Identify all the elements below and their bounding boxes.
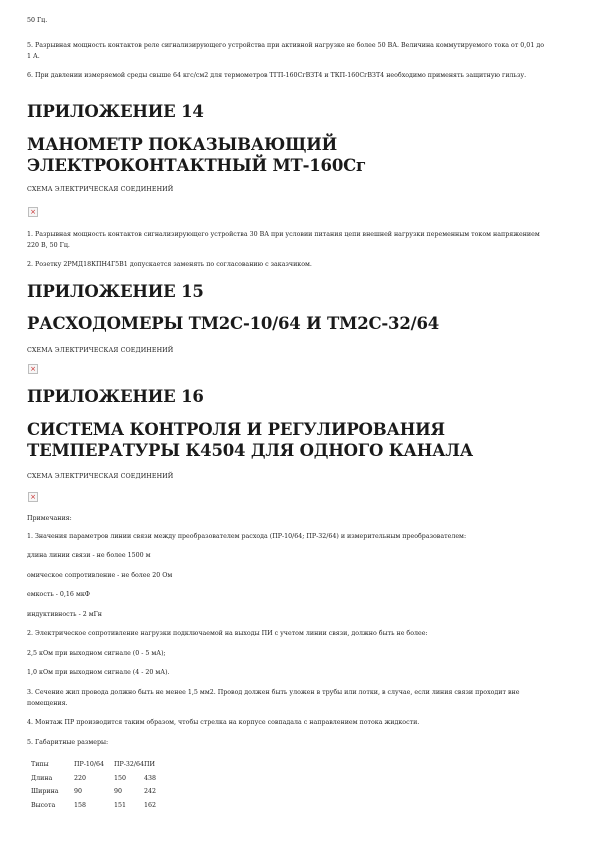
table-row [31, 772, 169, 786]
table-cell: 90 [74, 788, 83, 796]
table-header-cell: Типы [31, 761, 49, 768]
table-cell: 162 [144, 801, 157, 809]
table-header-cell: ПИ [144, 761, 155, 768]
table-header-cell: ПР-10/64 [74, 761, 105, 768]
appendix-14-heading: ПРИЛОЖЕНИЕ 14 [27, 102, 204, 121]
appendix-14-title: МАНОМЕТР ПОКАЗЫВАЮЩИЙ ЭЛЕКТРОКОНТАКТНЫЙ МТ-160Сг [27, 135, 366, 175]
dimensions-table [31, 758, 169, 812]
appendix-16-heading: ПРИЛОЖЕНИЕ 16 [27, 387, 204, 406]
table-cell: 158 [74, 801, 87, 809]
table-cell: Длина [31, 774, 53, 782]
appendix-16-title: СИСТЕМА КОНТРОЛЯ И РЕГУЛИРОВАНИЯ ТЕМПЕРАТУРЫ К4504 ДЛЯ ОДНОГО КАНАЛА [27, 420, 474, 460]
appendix-15-title: РАСХОДОМЕРЫ ТМ2С-10/64 И ТМ2С-32/64 [27, 314, 440, 333]
appendix-16-note-3: 3. Сечение жил провода должно быть не менее 1,5 мм2. Провод должен быть уложен в трубы или лотки, в случае, если линия связи проходит вне помещения. [27, 689, 520, 707]
text-frequency: 50 Гц. [27, 17, 48, 24]
table-cell: Ширина [31, 788, 59, 796]
table-cell: 150 [114, 774, 127, 782]
appendix-15-heading: ПРИЛОЖЕНИЕ 15 [27, 282, 204, 301]
appendix-14-note-2: 2. Розетку 2РМД18КПН4Г5В1 допускается заменять по согласованию с заказчиком. [27, 261, 312, 268]
table-cell: 242 [144, 788, 157, 796]
table-cell: 220 [74, 774, 87, 782]
appendix-16-caption: СХЕМА ЭЛЕКТРИЧЕСКАЯ СОЕДИНЕНИЙ [27, 473, 174, 480]
table-header-row [31, 758, 169, 772]
load-resistance-2: 1,0 кОм при выходном сигнале (4 - 20 мА). [27, 669, 170, 676]
broken-image-icon: × [28, 492, 38, 502]
table-cell: 438 [144, 774, 157, 782]
param-inductance: индуктивность - 2 мГн [27, 611, 102, 618]
table-header-cell: ПР-32/64 [114, 761, 145, 768]
table-cell: 151 [114, 801, 127, 809]
notes-label: Примечания: [27, 515, 72, 522]
broken-image-icon: × [28, 364, 38, 374]
table-cell: Высота [31, 801, 56, 809]
appendix-16-note-5: 5. Габаритные размеры: [27, 739, 109, 746]
appendix-16-note-1: 1. Значения параметров линии связи между преобразователем расхода (ПР-10/64; ПР-32/64) и измерительным преобразователем: [27, 533, 467, 540]
load-resistance-1: 2,5 кОм при выходном сигнале (0 - 5 мА); [27, 650, 166, 657]
note-6-pressure: 6. При давлении измеряемой среды свыше 64 кгс/см2 для термометров ТГП-160СгВЗТ4 и ТКП-160СгВЗТ4 необходимо применять защитную гильзу. [27, 72, 527, 79]
appendix-16-note-4: 4. Монтаж ПР производится таким образом, чтобы стрелка на корпусе совпадала с направлением потока жидкости. [27, 719, 420, 726]
appendix-15-caption: СХЕМА ЭЛЕКТРИЧЕСКАЯ СОЕДИНЕНИЙ [27, 347, 174, 354]
table-row [31, 799, 169, 813]
table-row [31, 785, 169, 799]
note-5-contacts: 5. Разрывная мощность контактов реле сигнализирующего устройства при активной нагрузке не более 50 ВА. Величина коммутируемого тока от 0,01 до 1 А. [27, 42, 544, 60]
appendix-14-note-1: 1. Разрывная мощность контактов сигнализирующего устройства 30 ВА при условии питания цепи внешней нагрузки переменным током напряжением 220 В, 50 Гц. [27, 231, 540, 249]
param-resistance: омическое сопротивление - не более 20 Ом [27, 572, 173, 579]
broken-image-icon: × [28, 207, 38, 217]
param-capacity: емкость - 0,16 мкФ [27, 591, 91, 598]
appendix-16-note-2: 2. Электрическое сопротивление нагрузки подключаемой на выходы ПИ с учетом линии связи, должно быть не более: [27, 630, 428, 637]
param-length: длина линии связи - не более 1500 м [27, 552, 151, 559]
appendix-14-caption: СХЕМА ЭЛЕКТРИЧЕСКАЯ СОЕДИНЕНИЙ [27, 186, 174, 193]
table-cell: 90 [114, 788, 123, 796]
